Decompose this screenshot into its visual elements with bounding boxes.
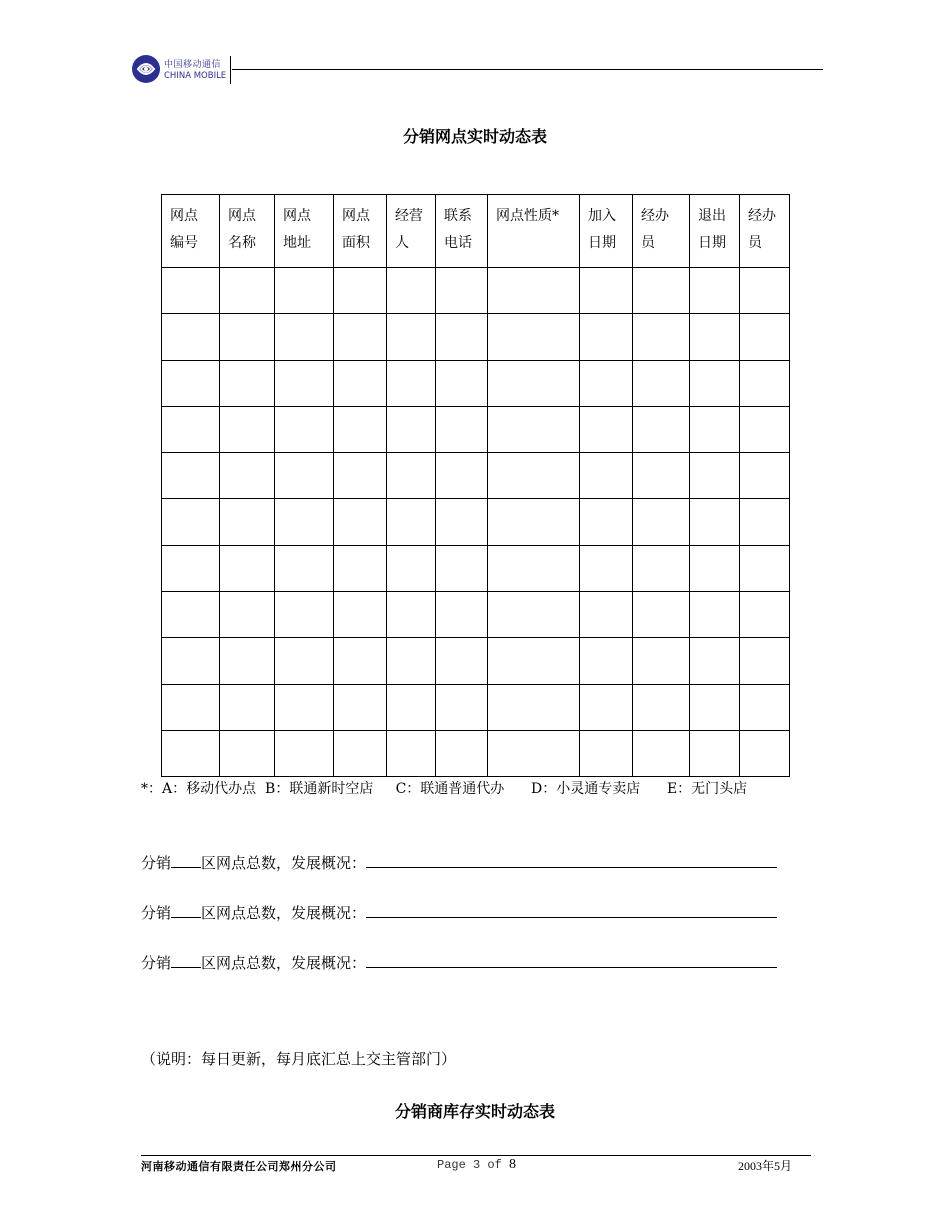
table-cell: [436, 453, 488, 499]
table-cell: [220, 406, 275, 452]
footnote-item: E：无门头店: [666, 781, 748, 797]
footer-company: 河南移动通信有限责任公司郑州分公司: [141, 1160, 337, 1173]
table-cell: [436, 545, 488, 591]
table-cell: [162, 592, 220, 638]
table-cell: [162, 638, 220, 684]
table-cell: [436, 268, 488, 314]
table-cell: [740, 638, 790, 684]
column-header: 加入 日期: [580, 195, 633, 268]
table-cell: [690, 592, 740, 638]
table-cell: [275, 499, 334, 545]
footnote-item: B：联通新时空店: [265, 781, 374, 797]
logo-chinese-text: 中国移动通信: [164, 60, 222, 70]
footer-date: 2003年5月: [738, 1159, 793, 1173]
footnote-item: C：联通普通代办: [395, 781, 505, 797]
table-cell: [275, 730, 334, 776]
table-cell: [436, 406, 488, 452]
table-cell: [220, 453, 275, 499]
table-row: [162, 545, 790, 591]
table-cell: [633, 592, 690, 638]
table-cell: [220, 314, 275, 360]
table-cell: [740, 360, 790, 406]
table-cell: [740, 499, 790, 545]
table-row: [162, 406, 790, 452]
table-cell: [162, 453, 220, 499]
table-cell: [275, 684, 334, 730]
table-cell: [334, 453, 387, 499]
table-cell: [488, 684, 580, 730]
table-cell: [436, 638, 488, 684]
table-cell: [488, 638, 580, 684]
table-cell: [740, 314, 790, 360]
table-cell: [334, 638, 387, 684]
china-mobile-emblem-icon: [131, 54, 161, 84]
table-cell: [220, 638, 275, 684]
table-cell: [690, 684, 740, 730]
table-cell: [633, 453, 690, 499]
table-cell: [162, 268, 220, 314]
table-cell: [334, 684, 387, 730]
table-cell: [690, 453, 740, 499]
header-divider: [230, 56, 231, 84]
table-cell: [633, 638, 690, 684]
table-cell: [387, 406, 436, 452]
table-cell: [387, 360, 436, 406]
column-header: 网点 面积: [334, 195, 387, 268]
table-cell: [488, 268, 580, 314]
table-cell: [220, 499, 275, 545]
table-cell: [334, 268, 387, 314]
column-header: 网点 名称: [220, 195, 275, 268]
table-cell: [488, 453, 580, 499]
table-cell: [162, 730, 220, 776]
table-cell: [387, 684, 436, 730]
table-cell: [220, 545, 275, 591]
district-summary-line: 分销 区网点总数，发展概况：: [141, 952, 777, 973]
table-cell: [387, 499, 436, 545]
footnote-item: A：移动代办点: [162, 781, 257, 797]
table-cell: [334, 545, 387, 591]
section-title: 分销商库存实时动态表: [394, 1102, 555, 1121]
table-row: [162, 730, 790, 776]
table-cell: [162, 314, 220, 360]
table-cell: [488, 730, 580, 776]
table-cell: [275, 545, 334, 591]
table-cell: [690, 406, 740, 452]
table-cell: [387, 545, 436, 591]
table-cell: [740, 592, 790, 638]
table-cell: [436, 314, 488, 360]
table-cell: [740, 406, 790, 452]
table-cell: [488, 499, 580, 545]
table-cell: [220, 592, 275, 638]
table-cell: [436, 360, 488, 406]
table-cell: [334, 499, 387, 545]
table-cell: [220, 268, 275, 314]
table-cell: [740, 545, 790, 591]
column-header: 经办 员: [740, 195, 790, 268]
table-cell: [275, 268, 334, 314]
table-cell: [580, 314, 633, 360]
table-cell: [580, 684, 633, 730]
footer-page-number: Page 3 of 8: [437, 1157, 517, 1172]
district-summary-line: 分销 区网点总数，发展概况：: [141, 852, 777, 873]
table-cell: [220, 730, 275, 776]
district-summary-line: 分销 区网点总数，发展概况：: [141, 902, 777, 923]
footnote-marker: *：: [141, 781, 162, 797]
table-cell: [220, 360, 275, 406]
table-row: [162, 499, 790, 545]
table-cell: [436, 684, 488, 730]
table-cell: [387, 268, 436, 314]
table-cell: [275, 453, 334, 499]
overview-blank: [366, 853, 777, 868]
header-rule: [232, 69, 823, 70]
table-cell: [488, 406, 580, 452]
table-cell: [436, 730, 488, 776]
table-cell: [436, 592, 488, 638]
table-cell: [580, 499, 633, 545]
table-cell: [334, 314, 387, 360]
table-cell: [387, 730, 436, 776]
table-cell: [387, 592, 436, 638]
table-header-row: [162, 195, 790, 268]
table-cell: [690, 360, 740, 406]
district-blank: [171, 953, 201, 968]
table-row: [162, 684, 790, 730]
update-note: （说明：每日更新，每月底汇总上交主管部门）: [141, 1050, 457, 1068]
table-cell: [220, 684, 275, 730]
table-cell: [633, 360, 690, 406]
page-title: 分销网点实时动态表: [402, 127, 547, 146]
table-row: [162, 638, 790, 684]
table-cell: [162, 406, 220, 452]
table-cell: [162, 360, 220, 406]
table-cell: [387, 453, 436, 499]
table-cell: [740, 684, 790, 730]
table-cell: [387, 314, 436, 360]
table-cell: [334, 730, 387, 776]
column-header: 退出 日期: [690, 195, 740, 268]
table-cell: [162, 545, 220, 591]
column-header: 网点 地址: [275, 195, 334, 268]
table-cell: [740, 730, 790, 776]
table-cell: [275, 638, 334, 684]
table-cell: [580, 638, 633, 684]
table-cell: [690, 314, 740, 360]
table-cell: [334, 360, 387, 406]
table-cell: [162, 684, 220, 730]
table-cell: [580, 545, 633, 591]
table-cell: [162, 499, 220, 545]
district-blank: [171, 853, 201, 868]
table-cell: [488, 360, 580, 406]
table-cell: [740, 453, 790, 499]
table-cell: [275, 314, 334, 360]
overview-blank: [366, 953, 777, 968]
table-cell: [580, 453, 633, 499]
table-cell: [488, 592, 580, 638]
column-header: 经营 人: [387, 195, 436, 268]
table-row: [162, 592, 790, 638]
outlet-status-table: [161, 194, 790, 777]
table-cell: [633, 268, 690, 314]
table-cell: [275, 406, 334, 452]
nature-footnote: [141, 778, 747, 798]
table-row: [162, 314, 790, 360]
table-cell: [580, 406, 633, 452]
logo-english-text: CHINA MOBILE: [164, 71, 227, 81]
table-cell: [275, 360, 334, 406]
table-row: [162, 268, 790, 314]
china-mobile-logo: [131, 53, 231, 87]
column-header: 联系 电话: [436, 195, 488, 268]
district-blank: [171, 903, 201, 918]
table-cell: [690, 730, 740, 776]
table-cell: [436, 499, 488, 545]
table-cell: [633, 406, 690, 452]
table-cell: [488, 314, 580, 360]
column-header: 网点性质*: [488, 195, 580, 268]
column-header: 经办 员: [633, 195, 690, 268]
table-cell: [334, 592, 387, 638]
table-cell: [690, 638, 740, 684]
table-cell: [387, 638, 436, 684]
column-header: 网点 编号: [162, 195, 220, 268]
table-cell: [633, 684, 690, 730]
table-cell: [275, 592, 334, 638]
table-cell: [334, 406, 387, 452]
table-cell: [633, 314, 690, 360]
table-cell: [633, 545, 690, 591]
table-row: [162, 453, 790, 499]
table-cell: [690, 268, 740, 314]
table-cell: [580, 592, 633, 638]
table-cell: [690, 545, 740, 591]
table-cell: [633, 730, 690, 776]
footnote-item: D：小灵通专卖店: [531, 781, 641, 797]
table-row: [162, 360, 790, 406]
table-cell: [580, 268, 633, 314]
table-cell: [690, 499, 740, 545]
footer-rule: [141, 1155, 811, 1156]
table-cell: [580, 730, 633, 776]
table-cell: [740, 268, 790, 314]
table-cell: [580, 360, 633, 406]
overview-blank: [366, 903, 777, 918]
table-cell: [633, 499, 690, 545]
table-cell: [488, 545, 580, 591]
